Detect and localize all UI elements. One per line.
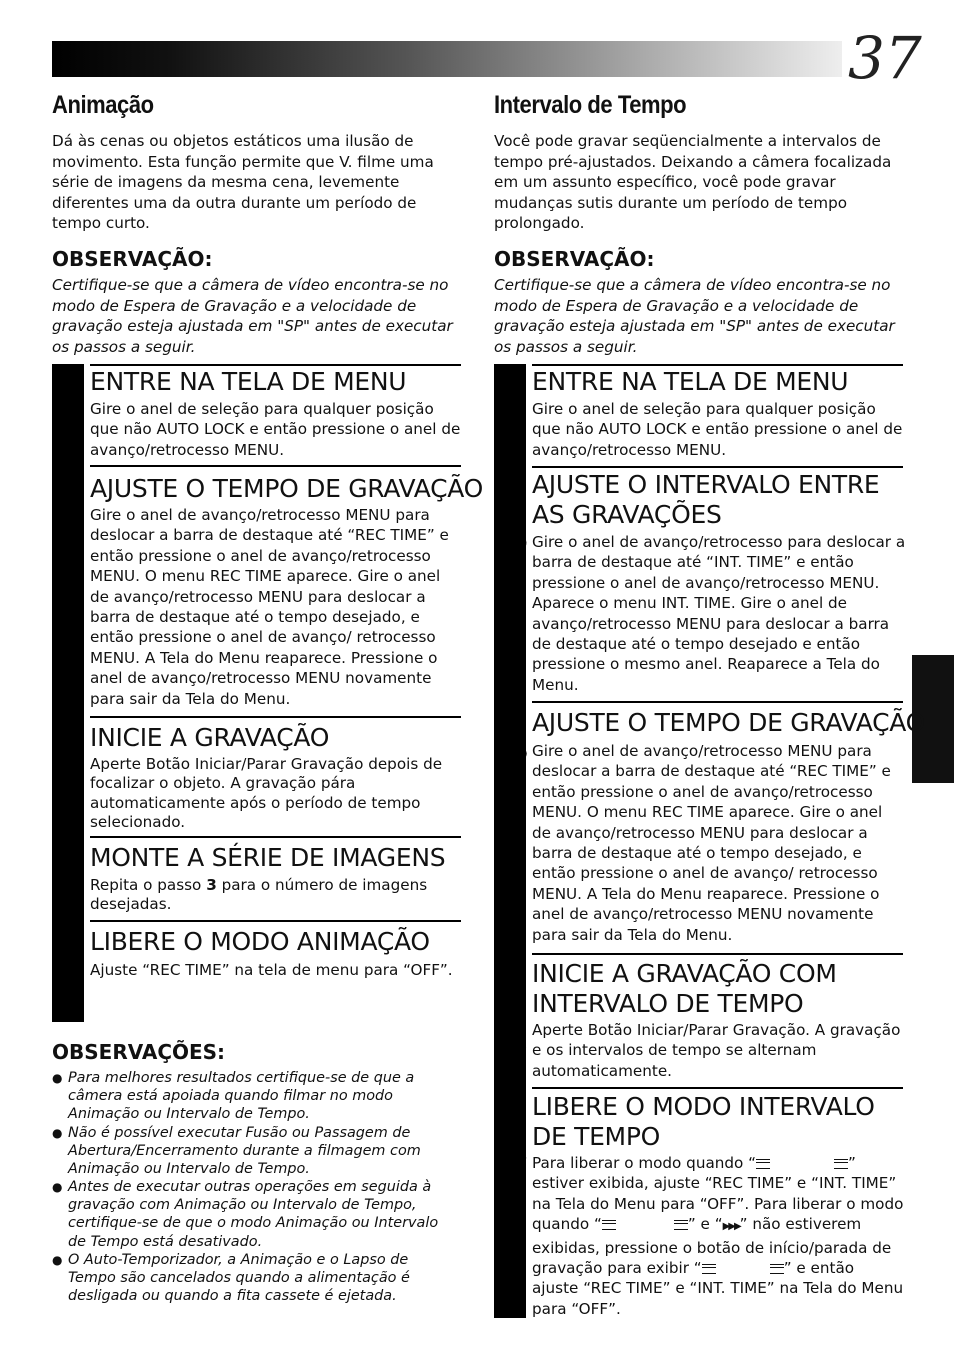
step-text: Gire o anel de seleção para qualquer posição que não AUTO LOCK e então pressione o anel de avanço/retrocesso MENU. <box>532 400 903 459</box>
note-text: Certifique-se que a câmera de vídeo encontra-se no modo de Espera de Gravação e a velocidade de gravação esteja ajustada em "SP" antes de executar os passos a seguir. <box>52 276 453 356</box>
step-heading: AJUSTE O TEMPO DE GRAVAÇÃO <box>90 474 484 503</box>
step-text: Gire o anel de avanço/retrocesso MENU para deslocar a barra de destaque até “REC TIME” e então pressione o anel de avanço/retrocesso MENU. O menu REC TIME aparece. Gire o anel de avanço/retrocesso MENU para deslocar a barra de destaque até o tempo desejado, e então pressione o anel de avanço/ retrocesso MENU. A Tela do Menu reaparece. Pressione o anel de avanço/retrocesso MENU novamente para sair da Tela do Menu. <box>90 506 449 708</box>
step-heading: AJUSTE O TEMPO DE GRAVAÇÃO <box>532 708 926 737</box>
interval-mark-icon <box>834 1159 848 1169</box>
step-text: Para liberar o modo quando “ ” estiver exibida, ajuste “REC TIME” e “INT. TIME” na Tela do Menu para “OFF”. Para liberar o modo quando “ ” e “▶▶▶” não estiverem exibidas, pressione o botão de início/parada de gravação para exibir “ ” e então ajuste “REC TIME” e “INT. TIME” na Tela do Menu para “OFF”. <box>532 1154 904 1318</box>
step-number: 2 <box>497 526 530 580</box>
interval-mark-icon <box>674 1220 688 1230</box>
step-heading: MONTE A SÉRIE DE IMAGENS <box>90 843 446 872</box>
step-text: Ajuste “REC TIME” na tela de menu para “OFF”. <box>90 961 453 979</box>
step-text: Repita o passo 3 para o número de imagens desejadas. <box>90 876 428 914</box>
step-number: 4 <box>497 1016 530 1070</box>
page-header-bar <box>52 41 842 77</box>
step-text: Aperte Botão Iniciar/Parar Gravação. A gravação e os intervalos de tempo se alternam automaticamente. <box>532 1021 901 1080</box>
section-title-animacao: Animação <box>52 91 154 119</box>
note-heading: OBSERVAÇÃO: <box>494 247 655 271</box>
step-rule <box>90 920 461 922</box>
interval-mark-icon <box>602 1220 616 1230</box>
play-arrows-icon: ▶▶▶ <box>722 1221 740 1233</box>
step-number: 1 <box>497 394 530 448</box>
notes-heading: OBSERVAÇÕES: <box>52 1040 226 1064</box>
step-number: 1 <box>54 394 87 448</box>
step-text: Aperte Botão Iniciar/Parar Gravação depois de focalizar o objeto. A gravação pára automaticamente após o período de tempo selecionado. <box>90 755 443 831</box>
step-rule <box>532 466 903 468</box>
step-heading: INICIE A GRAVAÇÃO <box>90 723 330 752</box>
step-text: Gire o anel de seleção para qualquer posição que não AUTO LOCK e então pressione o anel de avanço/retrocesso MENU. <box>90 400 461 459</box>
step-rule <box>90 836 461 838</box>
page-number: 37 <box>848 24 922 92</box>
step-heading: INTERVALO DE TEMPO <box>532 989 804 1018</box>
section-title-intervalo: Intervalo de Tempo <box>494 91 687 119</box>
step-rule <box>532 701 903 703</box>
step-heading: DE TEMPO <box>532 1122 660 1151</box>
intervalo-intro: Você pode gravar seqüencialmente a intervalos de tempo pré-ajustados. Deixando a câmera focalizada em um assunto específico, você pode gravar mudanças sutis durante um período de tempo prolongado. <box>494 132 892 233</box>
step-heading: AJUSTE O INTERVALO ENTRE <box>532 470 880 499</box>
step-number: 2 <box>54 498 87 552</box>
list-item: ● O Auto-Temporizador, a Animação e o Lapso de Tempo são cancelados quando a alimentação é desligada ou quando a fita cassete é ejetada. <box>52 1252 410 1305</box>
step-rule <box>90 716 461 718</box>
step-heading: ENTRE NA TELA DE MENU <box>532 367 849 396</box>
step-rule <box>90 364 461 366</box>
list-item: ● Para melhores resultados certifique-se de que a câmera está apoiada quando filmar no modo Animação ou Intervalo de Tempo. <box>52 1070 415 1123</box>
step-text: Gire o anel de avanço/retrocesso para deslocar a barra de destaque até “INT. TIME” e então pressione o anel de avanço/retrocesso MENU. Aparece o menu INT. TIME. Gire o anel de avanço/retrocesso MENU para deslocar a barra de destaque até o tempo desejado e então pressione o mesmo anel. Reaparece a Tela do Menu. <box>532 533 906 694</box>
step-number: 3 <box>54 750 87 804</box>
step-rule <box>532 1087 903 1089</box>
interval-mark-icon <box>770 1264 784 1274</box>
interval-mark-icon <box>756 1159 770 1169</box>
interval-mark-icon <box>702 1264 716 1274</box>
note-heading: OBSERVAÇÃO: <box>52 247 213 271</box>
step-rule <box>532 953 903 955</box>
step-number: 4 <box>54 871 87 925</box>
step-text: Gire o anel de avanço/retrocesso MENU para deslocar a barra de destaque até “REC TIME” e então pressione o anel de avanço/retrocesso MENU. O menu REC TIME aparece. Gire o anel de avanço/retrocesso MENU para deslocar a barra de destaque até o tempo desejado, e então pressione o anel de avanço/ retrocesso MENU. A Tela do Menu reaparece. Pressione o anel de avanço/retrocesso MENU novamente para sair da Tela do Menu. <box>532 742 891 944</box>
step-heading: ENTRE NA TELA DE MENU <box>90 367 407 396</box>
list-item: ● Não é possível executar Fusão ou Passagem de Abertura/Encerramento durante a filmagem com Animação ou Intervalo de Tempo. <box>52 1125 421 1178</box>
step-number: 5 <box>497 1148 530 1202</box>
step-number: 5 <box>54 955 87 1009</box>
step-heading: AS GRAVAÇÕES <box>532 500 722 529</box>
step-heading: LIBERE O MODO ANIMAÇÃO <box>90 927 430 956</box>
step-rule <box>532 364 903 366</box>
step-heading: LIBERE O MODO INTERVALO <box>532 1092 875 1121</box>
note-text: Certifique-se que a câmera de vídeo encontra-se no modo de Espera de Gravação e a velocidade de gravação esteja ajustada em "SP" antes de executar os passos a seguir. <box>494 276 895 356</box>
list-item: ● Antes de executar outras operações em seguida à gravação com Animação ou Intervalo de Tempo, certifique-se de que o modo Animação ou Intervalo de Tempo está desativado. <box>52 1179 439 1250</box>
step-number: 3 <box>497 738 530 792</box>
animacao-intro: Dá às cenas ou objetos estáticos uma ilusão de movimento. Esta função permite que V. filme uma série de imagens da mesma cena, levemente diferentes uma da outra durante um período de tempo curto. <box>52 132 434 233</box>
step-heading: INICIE A GRAVAÇÃO COM <box>532 959 837 988</box>
step-rule <box>90 465 461 467</box>
